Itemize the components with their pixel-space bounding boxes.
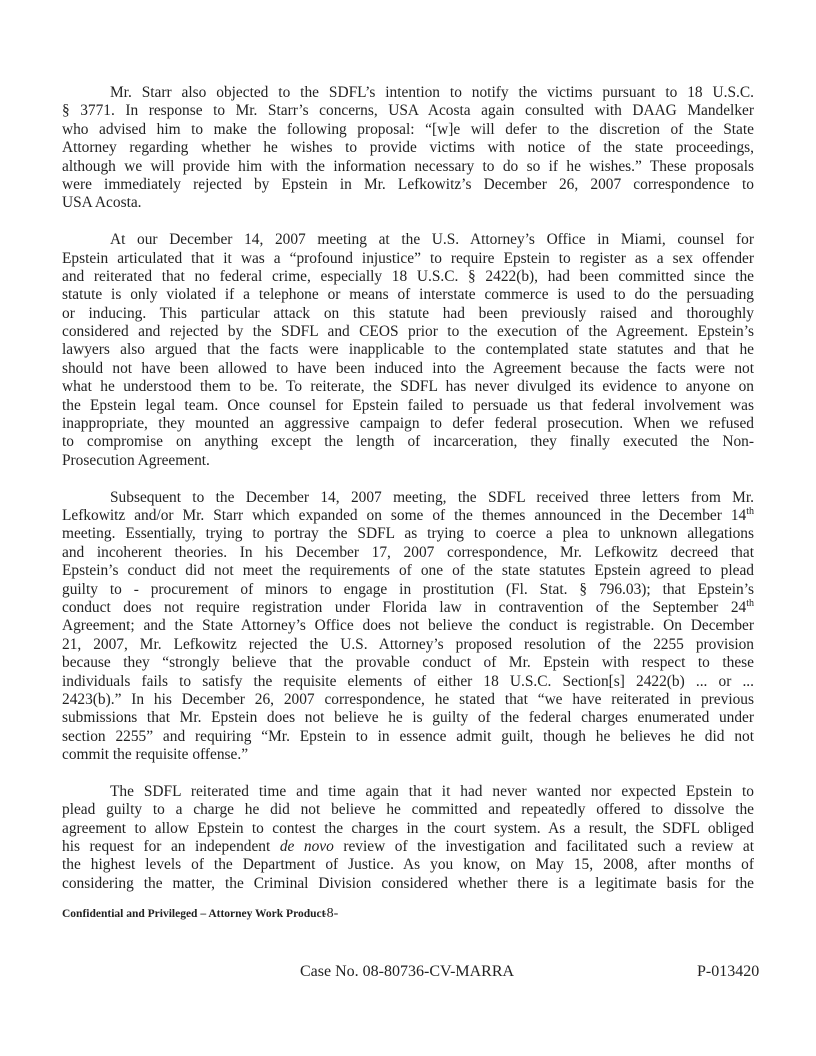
text-line: section 2255” and requiring “Mr. Epstein to in essence admit guilt, though he believes he did not (62, 727, 754, 745)
superscript: th (746, 505, 754, 517)
text-line: agreement to allow Epstein to contest the charges in the court system. As a result, the SDFL obliged (62, 819, 754, 837)
text-line (62, 599, 754, 617)
text-line: The SDFL reiterated time and time again that it had never wanted nor expected Epstein to (110, 782, 754, 800)
text-line: plead guilty to a charge he did not believe he committed and repeatedly offered to dissolve the (62, 801, 754, 819)
page-number: -8- (322, 906, 339, 921)
memo-body (62, 84, 754, 912)
text-line: Mr. Starr also objected to the SDFL’s intention to notify the victims pursuant to 18 U.S.C. (110, 84, 754, 101)
bates-number: P-013420 (697, 963, 760, 980)
text-line: considering the matter, the Criminal Division considered whether there is a legitimate basis for the (62, 874, 754, 892)
case-number: Case No. 08-80736-CV-MARRA (300, 963, 515, 980)
text-line: submissions that Mr. Epstein does not believe he is guilty of the federal charges enumerated under (62, 709, 754, 727)
paragraph-letters (62, 489, 754, 765)
text-segment: Lefkowitz and/or Mr. Starr which expanded on some of the themes announced in the December 14 (62, 506, 747, 524)
text-line: guilty to - procurement of minors to engage in prostitution (Fl. Stat. § 796.03); that Epstein’s (62, 580, 754, 598)
superscript: th (746, 597, 754, 609)
text-line: should not have been allowed to have been induced into the Agreement because the facts were not (62, 359, 754, 377)
text-line: inappropriate, they mounted an aggressive campaign to defer federal prosecution. When we refused (62, 415, 754, 433)
text-line: lawyers also argued that the facts were inapplicable to the contemplated state statutes and that he (62, 341, 754, 359)
text-line: to compromise on anything except the length of incarceration, they finally executed the Non- (62, 433, 754, 451)
text-line: Attorney regarding whether he wishes to provide victims with notice of the state proceedings, (62, 139, 754, 157)
text-line: Epstein’s conduct did not meet the requirements of one of the state statutes Epstein agreed to plead (62, 562, 754, 580)
text-line: At our December 14, 2007 meeting at the U.S. Attorney’s Office in Miami, counsel for (110, 231, 754, 249)
text-line: considered and rejected by the SDFL and CEOS prior to the execution of the Agreement. Epstein’s (62, 323, 754, 341)
text-line: 21, 2007, Mr. Lefkowitz rejected the U.S. Attorney’s proposed resolution of the 2255 provision (62, 635, 754, 653)
text-line: Epstein articulated that it was a “profound injustice” to require Epstein to register as a sex offender (62, 249, 754, 267)
confidentiality-notice: Confidential and Privileged – Attorney Work Product (62, 908, 326, 920)
text-segment: conduct does not require registration under Florida law in contravention of the September 24 (62, 598, 747, 616)
text-line: Subsequent to the December 14, 2007 meeting, the SDFL received three letters from Mr. (110, 488, 754, 506)
text-segment: his request for an independent (62, 838, 280, 856)
text-line: what he understood them to be. To reiterate, the SDFL has never divulged its evidence to anyone on (62, 378, 754, 396)
text-line: USA Acosta. (62, 194, 142, 212)
paragraph-de-novo-review (62, 783, 754, 893)
text-line: Agreement; and the State Attorney’s Office does not believe the conduct is registrable. On December (62, 617, 754, 635)
text-line: statute is only violated if a telephone or means of interstate commerce is used to do the persuading (62, 286, 754, 304)
text-line: were immediately rejected by Epstein in Mr. Lefkowitz’s December 26, 2007 correspondence to (62, 175, 754, 193)
text-line: individuals fails to satisfy the requisite elements of either 18 U.S.C. Section[s] 2422(b) ... or ... (62, 672, 754, 690)
text-line: commit the requisite offense.” (62, 746, 249, 764)
text-line: and reiterated that no federal crime, especially 18 U.S.C. § 2422(b), had been committed since the (62, 267, 754, 285)
text-line: although we will provide him with the information necessary to do so if he wishes.” These proposals (62, 157, 754, 175)
text-line: meeting. Essentially, trying to portray the SDFL as trying to coerce a plea to unknown allegations (62, 525, 754, 543)
text-line: 2423(b).” In his December 26, 2007 correspondence, he stated that “we have reiterated in previous (62, 690, 754, 708)
text-line: the Epstein legal team. Once counsel for Epstein failed to persuade us that federal involvement was (62, 396, 754, 414)
text-line (62, 838, 754, 856)
text-segment: review of the investigation and facilitated such a review at (333, 838, 754, 856)
text-line: § 3771. In response to Mr. Starr’s concerns, USA Acosta again consulted with DAAG Mandelker (62, 102, 754, 120)
text-line: because they “strongly believe that the provable conduct of Mr. Epstein with respect to these (62, 654, 754, 672)
text-line: and incoherent theories. In his December 17, 2007 correspondence, Mr. Lefkowitz decreed that (62, 543, 754, 561)
italic-text: de novo (279, 838, 334, 856)
text-line: or inducing. This particular attack on this statute had been previously raised and thoroughly (62, 304, 754, 322)
text-line: the highest levels of the Department of Justice. As you know, on May 15, 2008, after months of (62, 856, 754, 874)
text-line: who advised him to make the following proposal: “[w]e will defer to the discretion of the State (62, 120, 754, 138)
text-line: Prosecution Agreement. (62, 451, 210, 469)
paragraph-december-14-meeting (62, 231, 754, 470)
paragraph-victim-notification (62, 84, 754, 213)
text-line (62, 507, 754, 525)
